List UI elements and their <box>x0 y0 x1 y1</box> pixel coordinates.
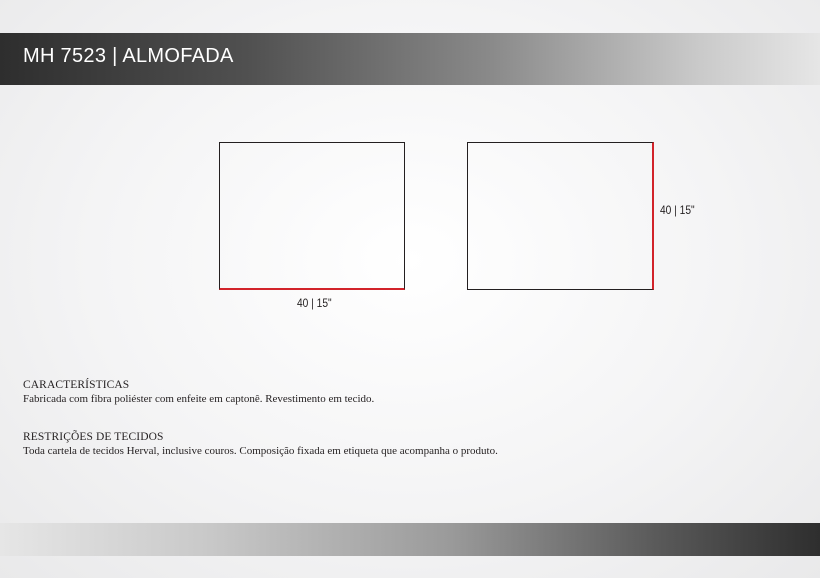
characteristics-heading: CARACTERÍSTICAS <box>23 379 130 391</box>
front-view-outline <box>219 142 405 290</box>
footer-band <box>0 523 820 556</box>
fabric-restrictions-section <box>23 430 803 458</box>
characteristics-text: Fabricada com fibra poliéster com enfeite em captonê. Revestimento em tecido. <box>23 393 375 405</box>
fabric-restrictions-text: Toda cartela de tecidos Herval, inclusive couros. Composição fixada em etiqueta que acompanha o produto. <box>23 445 498 457</box>
header-band <box>0 33 820 85</box>
fabric-restrictions-heading: RESTRIÇÕES DE TECIDOS <box>23 431 164 443</box>
side-view-outline <box>467 142 654 290</box>
page-title: MH 7523 | ALMOFADA <box>23 45 234 67</box>
characteristics-section <box>23 378 803 406</box>
front-width-dimension: 40 | 15" <box>297 296 332 310</box>
side-height-dimension: 40 | 15" <box>660 203 695 217</box>
